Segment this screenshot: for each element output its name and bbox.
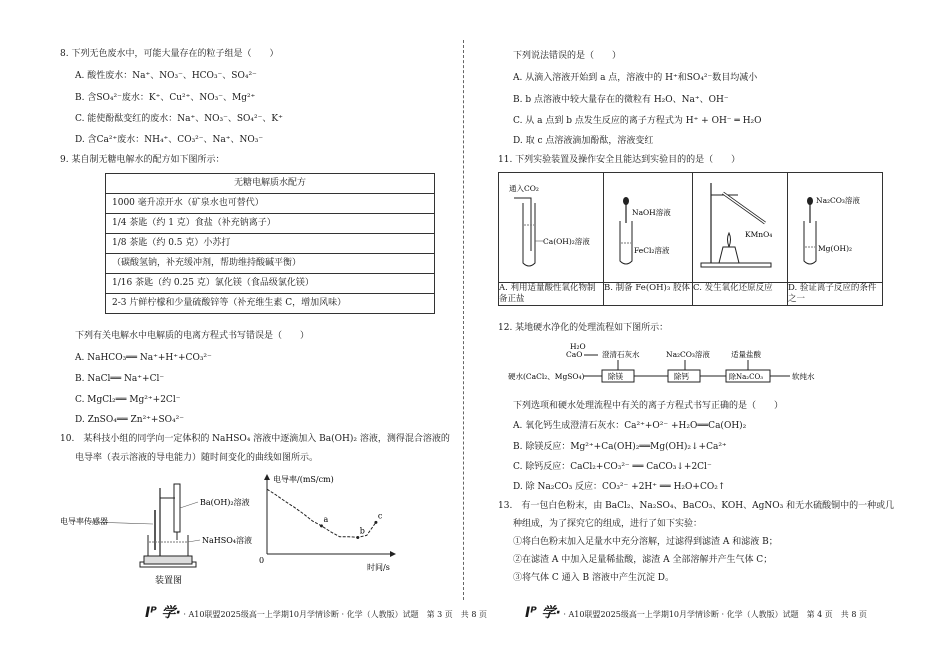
caption-a: A. 利用适量酸性氧化物制备正盐	[499, 283, 604, 306]
flow-hcl: 适量盐酸	[731, 350, 761, 359]
point-c-marker	[374, 521, 377, 524]
origin-label: 0	[259, 556, 265, 565]
point-a-marker	[320, 524, 323, 527]
q10-option-d: D. 取 c 点溶液滴加酚酞，溶液变红	[513, 136, 654, 146]
apparatus-a	[499, 173, 604, 283]
q8-option-a: A. 酸性废水：Na⁺、NO₃⁻、HCO₃⁻、SO₄²⁻	[75, 71, 257, 81]
q9-option-d: D. ZnSO₄══ Zn²⁺+SO₄²⁻	[75, 415, 184, 425]
label-kmno4: KMnO₄	[745, 230, 773, 239]
q12-sub-stem: 下列选项和硬水处理流程中有关的离子方程式书写正确的是（ ）	[513, 401, 784, 411]
label-nahso4: NaHSO₄溶液	[202, 536, 252, 545]
logo-right: Iᴾ 学·	[525, 605, 561, 621]
water-treatment-flow	[498, 340, 898, 390]
q9-option-a: A. NaHCO₃══ Na⁺+H⁺+CO₃²⁻	[75, 353, 212, 363]
apparatus-d	[788, 173, 883, 283]
q8-option-d: D. 含Ca²⁺废水：NH₄⁺、CO₃²⁻、Na⁺、NO₃⁻	[75, 135, 264, 145]
q8-option-c: C. 能使酚酞变红的废水：Na⁺、NO₃⁻、SO₄²⁻、K⁺	[75, 114, 283, 124]
flow-step-remove-mg: 除镁	[608, 372, 623, 381]
logo-left: Iᴾ 学·	[145, 605, 181, 621]
label-baoh2: Ba(OH)₂溶液	[200, 498, 250, 507]
q13-step3: ③将气体 C 通入 B 溶液中产生沉淀 D。	[513, 573, 675, 583]
flow-soft-water: 软纯水	[792, 372, 815, 381]
q12-option-b: B. 除镁反应：Mg²⁺+Ca(OH)₂══Mg(OH)₂↓+Ca²⁺	[513, 442, 727, 452]
apparatus-caption: 装置图	[155, 576, 183, 586]
label-caoh2: Ca(OH)₂溶液	[543, 237, 590, 246]
point-c-label: c	[377, 511, 383, 521]
recipe-row: 1000 毫升凉开水（矿泉水也可替代）	[106, 194, 435, 214]
caption-d: D. 验证离子反应的条件之一	[788, 283, 883, 306]
q10-stem-line2: 电导率（表示溶液的导电能力）随时间变化的曲线如图所示。	[75, 453, 319, 463]
q13-step2: ②在滤渣 A 中加入足量稀盐酸，滤渣 A 全部溶解并产生气体 C；	[513, 555, 773, 565]
caption-b: B. 制备 Fe(OH)₃ 胶体	[604, 283, 693, 306]
label-co2: 通入CO₂	[509, 184, 539, 193]
q12-option-c: C. 除钙反应：CaCl₂+CO₃²⁻ ══ CaCO₃↓+2Cl⁻	[513, 462, 712, 472]
right-footer	[525, 602, 867, 622]
q8-option-b: B. 含SO₄²⁻废水：K⁺、Cu²⁺、NO₃⁻、Mg²⁺	[75, 93, 256, 103]
conductivity-apparatus	[60, 480, 260, 595]
left-footer-text: · A10联盟2025级高一上学期10月学情诊断 · 化学（人教版）试题 第 3 页 共 8 页	[183, 610, 487, 619]
flow-lime: 澄清石灰水	[602, 350, 640, 359]
left-footer	[145, 602, 487, 622]
recipe-row: 1/8 茶匙（约 0.5 克）小苏打	[106, 234, 435, 254]
q13-line2: 种组成，为了探究它的组成，进行了如下实验：	[513, 519, 703, 529]
flow-cao: CaO	[566, 350, 583, 359]
q9-stem: 9. 某自制无糖电解水的配方如下图所示：	[60, 155, 225, 165]
q10-option-b: B. b 点溶液中较大量存在的微粒有 H₂O、Na⁺、OH⁻	[513, 95, 729, 105]
q9-sub-stem: 下列有关电解水中电解质的电离方程式书写错误是（ ）	[75, 331, 310, 341]
recipe-title: 无糖电解质水配方	[106, 174, 435, 194]
apparatus-c	[693, 173, 788, 283]
q10-cont-stem: 下列说法错误的是（ ）	[513, 51, 622, 61]
conductivity-graph	[255, 470, 405, 578]
recipe-row: （碳酸氢钠，补充缓冲剂，帮助维持酸碱平衡）	[106, 254, 435, 274]
q12-option-a: A. 氧化钙生成澄清石灰水：Ca²⁺+O²⁻ +H₂O══Ca(OH)₂	[513, 421, 747, 431]
flow-hard-water: 硬水(CaCl₂、MgSO₄)	[508, 372, 585, 381]
q10-option-a: A. 从滴入溶液开始到 a 点，溶液中的 H⁺和SO₄²⁻数目均减小	[513, 73, 758, 83]
q11-apparatus-table	[498, 172, 883, 306]
q8-stem: 8. 下列无色废水中，可能大量存在的粒子组是（ ）	[60, 49, 279, 59]
q10-option-c: C. 从 a 点到 b 点发生反应的离子方程式为 H⁺ + OH⁻ ═ H₂O	[513, 116, 762, 126]
q9-option-b: B. NaCl══ Na⁺+Cl⁻	[75, 374, 165, 384]
q11-stem: 11. 下列实验装置及操作安全且能达到实验目的的是（ ）	[498, 155, 741, 165]
recipe-row: 2-3 片鲜柠檬和少量硫酸锌等（补充维生素 C，增加风味）	[106, 294, 435, 314]
label-naoh: NaOH溶液	[632, 208, 671, 217]
recipe-table	[105, 173, 435, 314]
label-na2co3: Na₂CO₃溶液	[816, 196, 860, 205]
q13-line1: 13. 有一包白色粉末，由 BaCl₂、Na₂SO₄、BaCO₃、KOH、AgNO₃ 和无水硫酸铜中的一种或几	[498, 501, 895, 511]
flow-na2co3: Na₂CO₃溶液	[666, 350, 710, 359]
flow-step-remove-na2co3: 除Na₂CO₃	[729, 373, 764, 381]
q12-stem: 12. 某地硬水净化的处理流程如下图所示：	[498, 323, 669, 333]
recipe-row: 1/16 茶匙（约 0.25 克）氯化镁（食品级氯化镁）	[106, 274, 435, 294]
x-axis-label: 时间/s	[367, 563, 390, 572]
apparatus-b	[604, 173, 693, 283]
y-axis-label: 电导率/(mS/cm)	[273, 475, 334, 484]
caption-c: C. 发生氧化还原反应	[693, 283, 788, 306]
page-divider	[463, 40, 464, 600]
flow-h2o: H₂O	[570, 342, 586, 351]
point-a-label: a	[323, 514, 329, 524]
label-fecl2: FeCl₂溶液	[634, 246, 670, 255]
point-b-label: b	[359, 526, 365, 536]
q12-option-d: D. 除 Na₂CO₃ 反应：CO₃²⁻ +2H⁺ ══ H₂O+CO₂↑	[513, 482, 726, 492]
label-sensor: 电导率传感器	[60, 517, 108, 526]
q9-option-c: C. MgCl₂══ Mg²⁺+2Cl⁻	[75, 395, 181, 405]
q10-stem-line1: 10. 某科技小组的同学向一定体积的 NaHSO₄ 溶液中逐滴加入 Ba(OH)₂ 溶液，测得混合溶液的	[60, 434, 450, 444]
point-b-marker	[356, 536, 359, 539]
right-footer-text: · A10联盟2025级高一上学期10月学情诊断 · 化学（人教版）试题 第 4 页 共 8 页	[563, 610, 867, 619]
recipe-row: 1/4 茶匙（约 1 克）食盐（补充钠离子）	[106, 214, 435, 234]
label-mgoh2: Mg(OH)₂	[818, 244, 853, 253]
flow-step-remove-ca: 除钙	[674, 372, 689, 381]
q13-step1: ①将白色粉末加入足量水中充分溶解，过滤得到滤渣 A 和滤液 B；	[513, 537, 778, 547]
